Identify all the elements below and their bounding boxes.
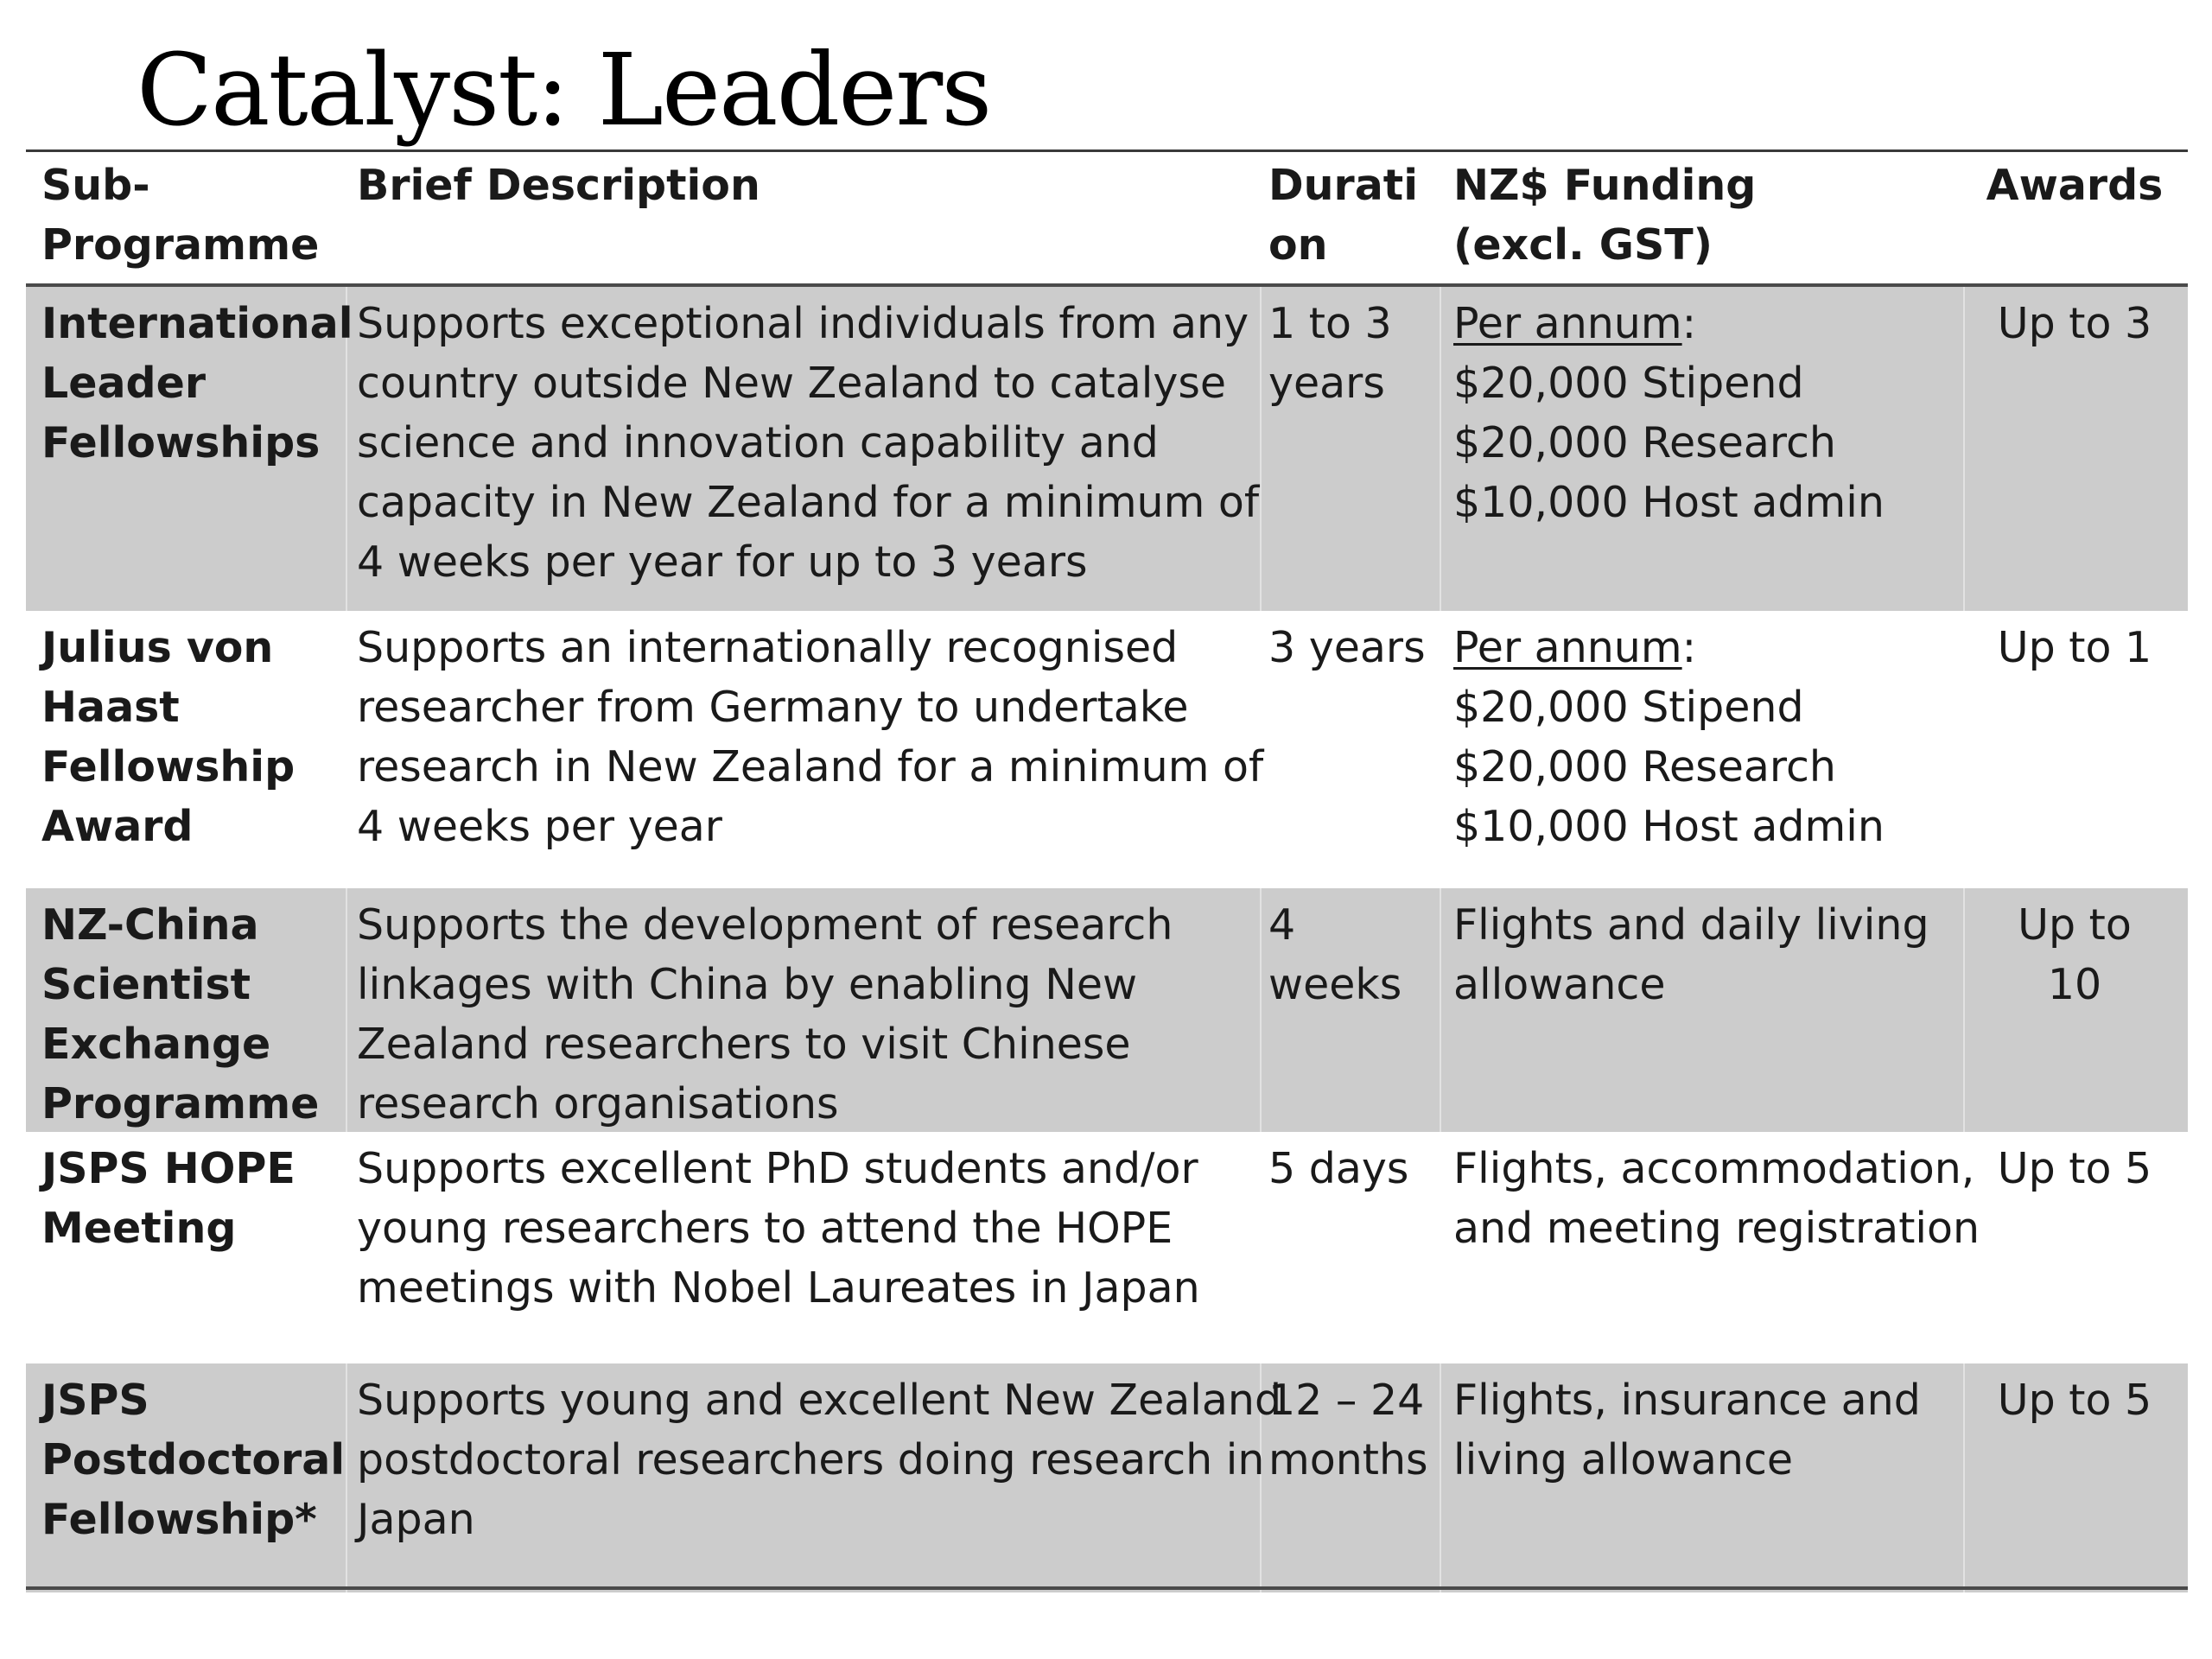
table-row bbox=[26, 287, 2188, 611]
table-row bbox=[26, 1132, 2188, 1363]
funding-detail: $20,000 Stipend $20,000 Research $10,000 Host admin bbox=[1453, 683, 1885, 851]
row-sub-programme: JSPS Postdoctoral Fellowship* bbox=[41, 1376, 346, 1544]
row-description: Supports exceptional individuals from any country outside New Zealand to catalyse science and innovation capability and capacity in New Zealand for a minimum of 4 weeks per year for up to 3 years bbox=[357, 299, 1260, 587]
row-description: Supports the development of research linkages with China by enabling New Zealand researchers to visit Chinese research organisations bbox=[357, 900, 1173, 1128]
row-awards: Up to 5 bbox=[1997, 1144, 2152, 1193]
row-duration: 5 days bbox=[1268, 1144, 1409, 1193]
row-awards: Up to 10 bbox=[2018, 900, 2132, 1009]
row-sub-programme: International Leader Fellowships bbox=[41, 299, 353, 467]
table-header bbox=[26, 152, 2188, 287]
funding-label: Per annum bbox=[1453, 623, 1682, 672]
row-awards: Up to 1 bbox=[1997, 623, 2152, 672]
row-sub-programme: NZ-China Scientist Exchange Programme bbox=[41, 900, 320, 1128]
row-awards: Up to 5 bbox=[1997, 1376, 2152, 1425]
header-duration: Durati on bbox=[1268, 161, 1419, 270]
row-duration: 3 years bbox=[1268, 623, 1426, 672]
funding-label: Per annum bbox=[1453, 299, 1682, 348]
row-description: Supports young and excellent New Zealand postdoctoral researchers doing research in Japan bbox=[357, 1376, 1282, 1544]
table-bottom-rule bbox=[26, 1586, 2188, 1590]
funding-detail: $20,000 Stipend $20,000 Research $10,000 Host admin bbox=[1453, 359, 1885, 527]
row-duration: 12 – 24 months bbox=[1268, 1376, 1428, 1484]
row-funding: Flights, accommodation, and meeting registration bbox=[1453, 1144, 1980, 1253]
table-row bbox=[26, 1363, 2188, 1592]
header-awards: Awards bbox=[1986, 161, 2164, 210]
row-description: Supports excellent PhD students and/or young researchers to attend the HOPE meetings with Nobel Laureates in Japan bbox=[357, 1144, 1200, 1313]
funding-colon: : bbox=[1681, 623, 1697, 672]
header-sub-programme: Sub- Programme bbox=[41, 161, 320, 270]
row-duration: 4 weeks bbox=[1268, 900, 1402, 1009]
row-awards: Up to 3 bbox=[1997, 299, 2152, 348]
row-funding: Flights, insurance and living allowance bbox=[1453, 1376, 1921, 1484]
row-funding: Flights and daily living allowance bbox=[1453, 900, 1929, 1009]
header-description: Brief Description bbox=[357, 161, 760, 210]
table-row bbox=[26, 888, 2188, 1132]
header-funding: NZ$ Funding (excl. GST) bbox=[1453, 161, 1757, 270]
row-funding bbox=[1453, 294, 1989, 532]
table-row bbox=[26, 611, 2188, 888]
slide-title: Catalyst: Leaders bbox=[137, 33, 991, 149]
row-duration: 1 to 3 years bbox=[1268, 299, 1392, 408]
row-description: Supports an internationally recognised researcher from Germany to undertake research in New Zealand for a minimum of 4 weeks per year bbox=[357, 623, 1264, 851]
row-sub-programme: Julius von Haast Fellowship Award bbox=[41, 623, 296, 851]
row-sub-programme: JSPS HOPE Meeting bbox=[41, 1144, 296, 1253]
row-funding bbox=[1453, 618, 1989, 856]
funding-colon: : bbox=[1681, 299, 1697, 348]
programme-table bbox=[26, 149, 2188, 1592]
